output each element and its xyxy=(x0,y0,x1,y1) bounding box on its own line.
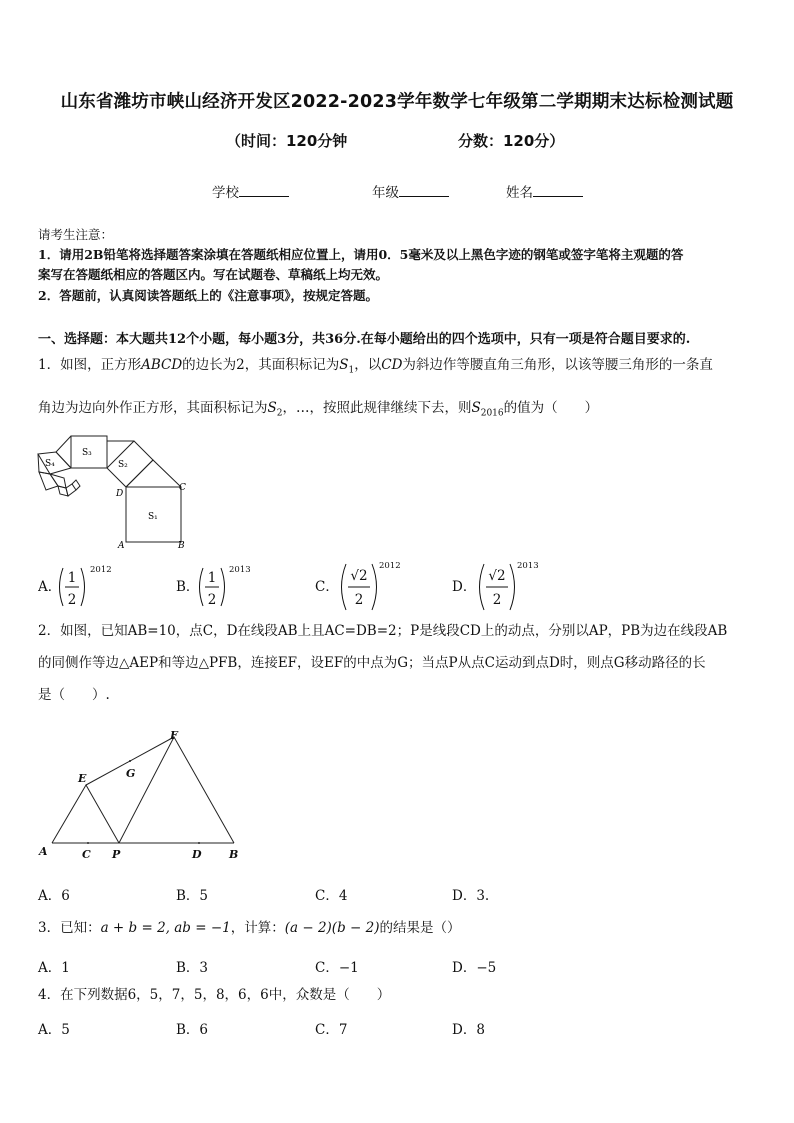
name-label: 姓名 xyxy=(506,185,533,201)
label-g: G xyxy=(126,767,136,780)
q1-s1: S xyxy=(339,357,349,373)
exam-time: （时间：120分钟 xyxy=(226,132,348,150)
q1-option-d-exp: 2013 xyxy=(517,562,539,571)
q1-option-c-num: √2 xyxy=(350,568,368,584)
notice-item1-line1: 1．请用2B铅笔将选择题答案涂填在答题纸相应位置上，请用0．5毫米及以上黑色字迹的钢笔或签字笔将主观题的答 xyxy=(38,247,684,262)
q4-line: 4．在下列数据6，5，7，5，8，6，6中，众数是（ ） xyxy=(38,987,391,1003)
spiral-5 xyxy=(66,484,76,496)
label-d: D xyxy=(192,848,202,861)
q4-option-a[interactable]: A．5 xyxy=(38,1022,70,1038)
q3-text: ，计算： xyxy=(230,920,285,936)
q1-line2 xyxy=(38,400,760,420)
q1-line1 xyxy=(38,357,760,377)
q1-option-c-exp: 2012 xyxy=(379,562,401,571)
point-d xyxy=(198,842,200,844)
q1-option-a-exp: 2012 xyxy=(90,565,112,575)
q2-option-a[interactable]: A．6 xyxy=(38,888,70,904)
q2-option-c[interactable]: C．4 xyxy=(315,888,348,904)
q1-s2016-sub: 2016 xyxy=(480,408,504,419)
q1-text: 的边长为2，其面积标记为 xyxy=(182,357,340,373)
q1-s1-sub: 1 xyxy=(348,365,355,376)
square-s2 xyxy=(107,441,153,487)
school-blank[interactable] xyxy=(239,183,289,197)
q3-expression: (a − 2)(b − 2) xyxy=(284,920,380,936)
q3-option-d[interactable]: D．−5 xyxy=(452,960,497,976)
q2-line3: 是（ ）. xyxy=(38,687,110,703)
name-field xyxy=(506,181,583,201)
q1-option-d-den: 2 xyxy=(492,592,502,608)
notice-item2: 2．答题前，认真阅读答题纸上的《注意事项》，按规定答题。 xyxy=(38,288,378,303)
q1-a-rparen xyxy=(81,568,85,606)
label-a: A xyxy=(118,541,125,551)
q4-option-d[interactable]: D．8 xyxy=(452,1022,485,1038)
q1-option-b-den: 2 xyxy=(207,592,217,608)
exam-title: 山东省潍坊市峡山经济开发区2022-2023学年数学七年级第二学期期末达标检测试题 xyxy=(60,92,734,112)
q3-text: 3．已知： xyxy=(38,920,101,936)
q3-text: 的结果是（） xyxy=(379,920,461,936)
q1-options-svg xyxy=(38,562,758,614)
label-p: P xyxy=(112,848,121,861)
q2-option-d[interactable]: D．3. xyxy=(452,888,490,904)
q3-line xyxy=(38,920,760,938)
label-c: C xyxy=(179,483,186,493)
q1-text: 1．如图，正方形 xyxy=(38,357,142,373)
point-c xyxy=(87,842,89,844)
label-s3: S₃ xyxy=(82,448,92,458)
q1-option-c-label[interactable]: C． xyxy=(315,579,339,595)
triangle-aep xyxy=(52,785,119,843)
label-s2: S₂ xyxy=(118,460,128,470)
q2-line1: 2．如图，已知AB=10，点C，D在线段AB上且AC=DB=2；P是线段CD上的动点，分别以AP，PB为边在线段AB xyxy=(38,623,728,639)
grade-field xyxy=(372,181,449,201)
q1-text: 的值为（ ） xyxy=(503,400,599,416)
exam-score: 分数：120分） xyxy=(458,132,565,150)
q3-option-b[interactable]: B．3 xyxy=(176,960,209,976)
school-label: 学校 xyxy=(212,185,239,201)
q1-option-a-num: 1 xyxy=(67,570,77,586)
grade-label: 年级 xyxy=(372,185,399,201)
q1-d-rparen xyxy=(510,564,515,610)
label-b: B xyxy=(229,848,239,861)
q1-option-b-label[interactable]: B． xyxy=(176,579,200,595)
q1-b-lparen xyxy=(200,568,204,606)
q1-option-b-num: 1 xyxy=(207,570,217,586)
q1-s2016: S xyxy=(471,400,481,416)
q1-option-a-label[interactable]: A． xyxy=(38,579,62,595)
q1-options xyxy=(38,562,758,614)
q1-option-c-den: 2 xyxy=(354,592,364,608)
q3-option-a[interactable]: A．1 xyxy=(38,960,70,976)
q3-option-c[interactable]: C．−1 xyxy=(315,960,359,976)
q1-d-lparen xyxy=(480,564,485,610)
label-c: C xyxy=(82,848,91,861)
notice-item1-line2: 案写在答题纸相应的答题区内。写在试题卷、草稿纸上均无效。 xyxy=(38,267,389,282)
q1-text: ，以 xyxy=(354,357,382,373)
label-a: A xyxy=(39,845,48,858)
q1-abcd: ABCD xyxy=(141,357,183,373)
q1-cd: CD xyxy=(381,357,403,373)
label-e: E xyxy=(78,772,87,785)
q1-s2: S xyxy=(267,400,277,416)
notice-title: 请考生注意： xyxy=(38,227,114,242)
q1-text: 为斜边作等腰直角三角形，以该等腰三角形的一条直 xyxy=(402,357,713,373)
triangle-pfb xyxy=(119,737,234,843)
q1-c-lparen xyxy=(342,564,347,610)
q1-text: ，…，按照此规律继续下去，则 xyxy=(282,400,472,416)
label-f: F xyxy=(170,729,178,742)
school-field xyxy=(212,181,289,201)
q1-b-rparen xyxy=(221,568,225,606)
q1-c-rparen xyxy=(372,564,377,610)
grade-blank[interactable] xyxy=(399,183,449,197)
q1-s2-sub: 2 xyxy=(276,408,283,419)
section-heading: 一、选择题：本大题共12个小题，每小题3分，共36分.在每小题给出的四个选项中，只有一项是符合题目要求的. xyxy=(38,332,691,347)
name-blank[interactable] xyxy=(533,183,583,197)
q1-option-d-num: √2 xyxy=(488,568,506,584)
q4-option-b[interactable]: B．6 xyxy=(176,1022,209,1038)
q1-option-d-label[interactable]: D． xyxy=(452,579,477,595)
point-g xyxy=(129,760,131,762)
q2-line2: 的同侧作等边△AEP和等边△PFB，连接EF，设EF的中点为G；当点P从点C运动到点D时，则点G移动路径的长 xyxy=(38,655,706,671)
q1-option-a-den: 2 xyxy=(67,592,77,608)
q1-option-b-exp: 2013 xyxy=(229,565,251,575)
q1-text: 角边为边向外作正方形，其面积标记为 xyxy=(38,400,268,416)
label-d: D xyxy=(116,489,124,499)
q2-option-b[interactable]: B．5 xyxy=(176,888,209,904)
q1-figure xyxy=(36,432,196,552)
label-s4: S₄ xyxy=(45,459,55,469)
q4-option-c[interactable]: C．7 xyxy=(315,1022,348,1038)
q3-condition: a + b = 2, ab = −1 xyxy=(100,920,231,936)
label-b: B xyxy=(178,541,185,551)
triangle-3 xyxy=(56,436,71,468)
triangle-cd xyxy=(126,460,181,487)
q2-figure xyxy=(36,725,246,865)
label-s1: S₁ xyxy=(148,512,158,522)
